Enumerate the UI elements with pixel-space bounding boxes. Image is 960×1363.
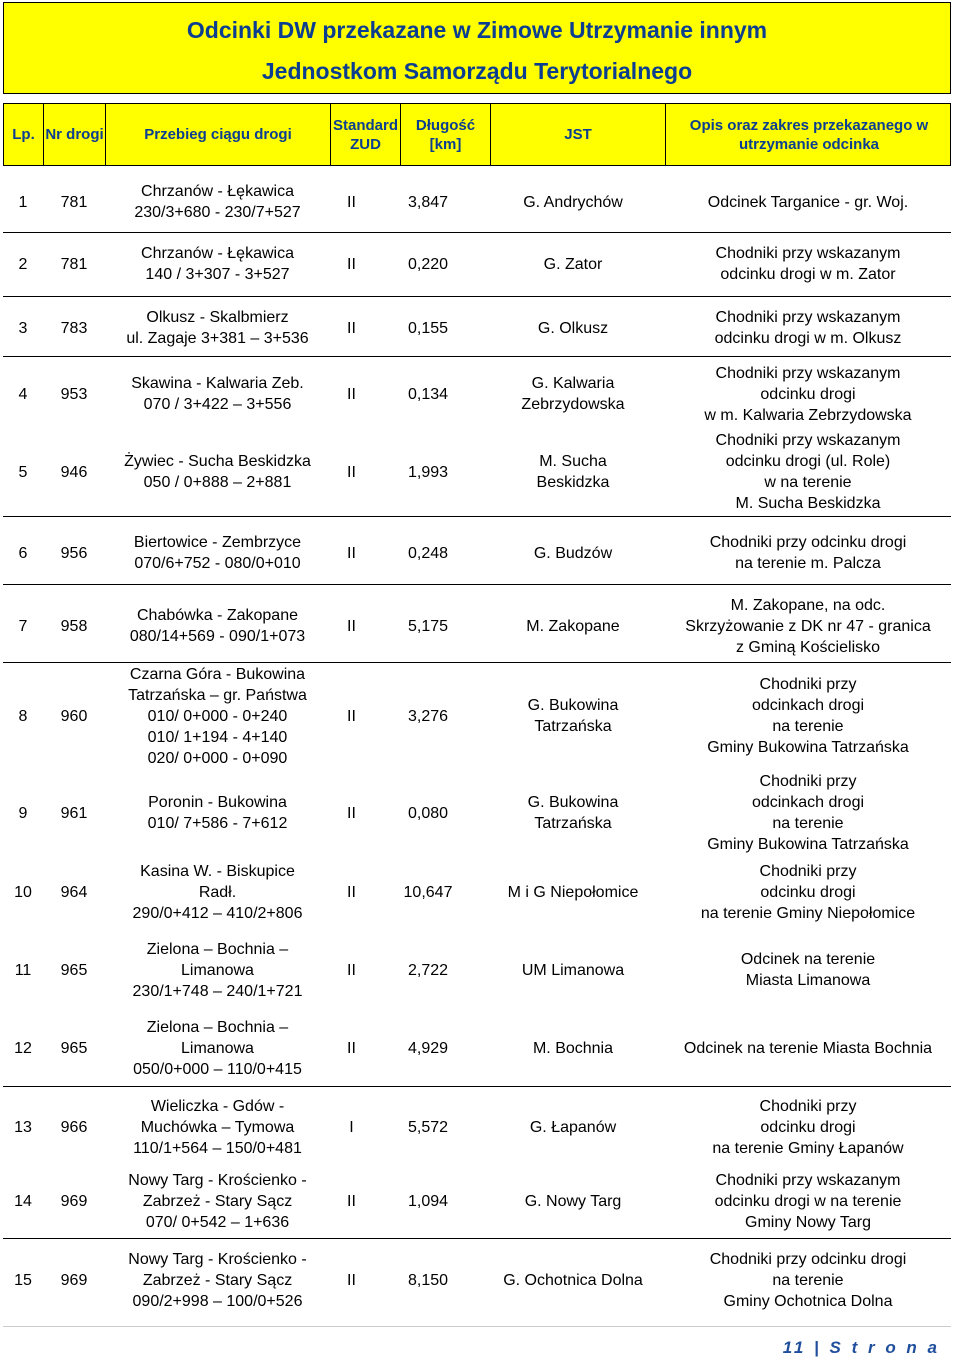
header-standard: Standard ZUD bbox=[331, 104, 401, 165]
row-lp: 5 bbox=[18, 463, 28, 481]
row-route: Zielona – Bochnia – Limanowa 050/0+000 – 110/0+415 bbox=[133, 1018, 302, 1078]
row-road-number: 946 bbox=[60, 463, 88, 481]
row-route: Skawina - Kalwaria Zeb. 070 / 3+422 – 3+556 bbox=[131, 375, 304, 413]
row-standard: II bbox=[347, 707, 356, 725]
document-title-box bbox=[3, 2, 951, 94]
row-route: Czarna Góra - Bukowina Tatrzańska – gr. Państwa 010/ 0+000 - 0+240 010/ 1+194 - 4+140 020/ 0+000 - 0+090 bbox=[128, 665, 307, 767]
row-description: Chodniki przy odcinku drogi na terenie m. Palcza bbox=[709, 534, 907, 572]
table-row bbox=[3, 524, 951, 582]
row-road-number: 969 bbox=[60, 1271, 88, 1289]
row-lp: 4 bbox=[18, 385, 28, 403]
row-jst: M. Bochnia bbox=[532, 1039, 614, 1057]
row-road-number: 781 bbox=[60, 255, 88, 273]
row-lp: 14 bbox=[14, 1192, 32, 1210]
row-standard: II bbox=[347, 193, 356, 211]
footer-divider bbox=[3, 1326, 951, 1327]
title-line-2: Jednostkom Samorządu Terytorialnego bbox=[261, 58, 693, 84]
row-road-number: 969 bbox=[60, 1192, 88, 1210]
row-description: Chodniki przy odcinkach drogi na terenie Gminy Bukowina Tatrzańska bbox=[707, 676, 909, 756]
row-separator bbox=[3, 232, 951, 233]
row-separator bbox=[3, 662, 951, 663]
table-row bbox=[3, 1090, 951, 1164]
row-length: 1,993 bbox=[407, 463, 449, 481]
table-row bbox=[3, 1164, 951, 1238]
row-separator bbox=[3, 1086, 951, 1087]
table-row bbox=[3, 856, 951, 928]
row-jst: G. Nowy Targ bbox=[524, 1192, 622, 1210]
row-separator bbox=[3, 1238, 951, 1239]
row-lp: 15 bbox=[14, 1271, 32, 1289]
row-separator bbox=[3, 516, 951, 517]
row-road-number: 961 bbox=[60, 804, 88, 822]
row-lp: 13 bbox=[14, 1118, 32, 1136]
row-route: Nowy Targ - Krościenko - Zabrzeż - Stary Sącz 090/2+998 – 100/0+526 bbox=[128, 1250, 307, 1310]
row-standard: II bbox=[347, 961, 356, 979]
table-row bbox=[3, 592, 951, 660]
row-jst: G. Kalwaria Zebrzydowska bbox=[521, 375, 625, 413]
row-jst: M. Sucha Beskidzka bbox=[536, 453, 610, 491]
row-description: Chodniki przy odcinku drogi na terenie Gminy Ochotnica Dolna bbox=[709, 1250, 907, 1310]
row-length: 0,155 bbox=[407, 319, 449, 337]
row-jst: G. Ochotnica Dolna bbox=[503, 1271, 643, 1289]
row-lp: 3 bbox=[18, 319, 28, 337]
row-separator bbox=[3, 356, 951, 357]
row-length: 4,929 bbox=[407, 1039, 449, 1057]
row-jst: G. Bukowina Tatrzańska bbox=[527, 697, 619, 735]
row-standard: II bbox=[347, 1039, 356, 1057]
row-length: 1,094 bbox=[407, 1192, 449, 1210]
row-jst: M i G Niepołomice bbox=[507, 883, 639, 901]
row-length: 0,080 bbox=[407, 804, 449, 822]
title-line-1: Odcinki DW przekazane w Zimowe Utrzymanie innym bbox=[186, 17, 768, 43]
row-standard: II bbox=[347, 1271, 356, 1289]
row-route: Żywiec - Sucha Beskidzka 050 / 0+888 – 2+881 bbox=[124, 453, 311, 491]
row-standard: II bbox=[347, 463, 356, 481]
row-length: 8,150 bbox=[407, 1271, 449, 1289]
row-description: Chodniki przy wskazanym odcinku drogi w na terenie Gminy Nowy Targ bbox=[714, 1171, 902, 1231]
table-header bbox=[3, 103, 951, 166]
row-separator bbox=[3, 584, 951, 585]
row-road-number: 783 bbox=[60, 319, 88, 337]
row-length: 5,572 bbox=[407, 1118, 449, 1136]
row-length: 10,647 bbox=[403, 883, 453, 901]
row-description: Odcinek Targanice - gr. Woj. bbox=[707, 193, 909, 211]
row-road-number: 781 bbox=[60, 193, 88, 211]
row-jst: G. Andrychów bbox=[523, 193, 623, 211]
row-jst: G. Łapanów bbox=[529, 1118, 617, 1136]
row-lp: 9 bbox=[18, 804, 28, 822]
row-length: 3,847 bbox=[407, 193, 449, 211]
row-description: Chodniki przy wskazanym odcinku drogi w m. Olkusz bbox=[714, 309, 902, 347]
row-description: Chodniki przy wskazanym odcinku drogi w m. Kalwaria Zebrzydowska bbox=[704, 364, 912, 424]
row-road-number: 956 bbox=[60, 544, 88, 562]
row-road-number: 966 bbox=[60, 1118, 88, 1136]
row-standard: II bbox=[347, 544, 356, 562]
row-route: Chrzanów - Łękawica 140 / 3+307 - 3+527 bbox=[141, 245, 294, 283]
row-description: Chodniki przy odcinku drogi na terenie Gminy Łapanów bbox=[712, 1097, 904, 1157]
row-lp: 11 bbox=[14, 961, 32, 979]
row-road-number: 953 bbox=[60, 385, 88, 403]
row-jst: G. Bukowina Tatrzańska bbox=[527, 794, 619, 832]
row-road-number: 965 bbox=[60, 961, 88, 979]
header-jst: JST bbox=[491, 104, 666, 165]
row-description: Odcinek na terenie Miasta Bochnia bbox=[683, 1039, 933, 1057]
row-route: Biertowice - Zembrzyce 070/6+752 - 080/0+010 bbox=[133, 534, 302, 572]
row-route: Wieliczka - Gdów - Muchówka – Tymowa 110/1+564 – 150/0+481 bbox=[133, 1097, 302, 1157]
table-row bbox=[3, 300, 951, 356]
row-lp: 7 bbox=[18, 617, 28, 635]
row-description: Odcinek na terenie Miasta Limanowa bbox=[740, 951, 876, 989]
row-standard: II bbox=[347, 255, 356, 273]
row-route: Poronin - Bukowina 010/ 7+586 - 7+612 bbox=[147, 794, 288, 832]
row-standard: II bbox=[347, 319, 356, 337]
row-length: 3,276 bbox=[407, 707, 449, 725]
row-route: Chabówka - Zakopane 080/14+569 - 090/1+073 bbox=[129, 607, 306, 645]
row-standard: I bbox=[349, 1118, 354, 1136]
row-description: M. Zakopane, na odc. Skrzyżowanie z DK nr 47 - granica z Gminą Kościelisko bbox=[685, 596, 931, 656]
row-lp: 10 bbox=[14, 883, 32, 901]
row-length: 2,722 bbox=[407, 961, 449, 979]
row-length: 5,175 bbox=[407, 617, 449, 635]
row-length: 0,220 bbox=[407, 255, 449, 273]
row-lp: 2 bbox=[18, 255, 28, 273]
table-row bbox=[3, 430, 951, 514]
row-description: Chodniki przy odcinku drogi na terenie Gminy Niepołomice bbox=[700, 862, 916, 922]
row-jst: G. Zator bbox=[543, 255, 603, 273]
row-route: Nowy Targ - Krościenko - Zabrzeż - Stary Sącz 070/ 0+542 – 1+636 bbox=[128, 1171, 307, 1231]
table-row bbox=[3, 362, 951, 426]
row-length: 0,134 bbox=[407, 385, 449, 403]
table-row bbox=[3, 770, 951, 856]
row-route: Chrzanów - Łękawica 230/3+680 - 230/7+527 bbox=[134, 183, 301, 221]
row-jst: G. Budzów bbox=[533, 544, 613, 562]
row-standard: II bbox=[347, 385, 356, 403]
row-description: Chodniki przy wskazanym odcinku drogi (ul. Role) w na terenie M. Sucha Beskidzka bbox=[715, 432, 901, 512]
row-lp: 6 bbox=[18, 544, 28, 562]
row-route: Olkusz - Skalbmierz ul. Zagaje 3+381 – 3+536 bbox=[126, 309, 309, 347]
header-route: Przebieg ciągu drogi bbox=[106, 104, 331, 165]
header-nr: Nr drogi bbox=[44, 104, 106, 165]
row-road-number: 958 bbox=[60, 617, 88, 635]
table-row bbox=[3, 666, 951, 766]
row-lp: 12 bbox=[14, 1039, 32, 1057]
row-separator bbox=[3, 296, 951, 297]
table-row bbox=[3, 236, 951, 292]
row-length: 0,248 bbox=[407, 544, 449, 562]
row-road-number: 964 bbox=[60, 883, 88, 901]
row-description: Chodniki przy wskazanym odcinku drogi w m. Zator bbox=[715, 245, 901, 283]
row-jst: M. Zakopane bbox=[526, 617, 620, 635]
header-length: Długość [km] bbox=[401, 104, 491, 165]
row-jst: UM Limanowa bbox=[521, 961, 625, 979]
row-standard: II bbox=[347, 883, 356, 901]
page-footer: 11 | S t r o n a bbox=[782, 1338, 940, 1357]
header-lp: Lp. bbox=[4, 104, 44, 165]
row-standard: II bbox=[347, 617, 356, 635]
row-description: Chodniki przy odcinkach drogi na terenie Gminy Bukowina Tatrzańska bbox=[707, 773, 909, 853]
table-row bbox=[3, 930, 951, 1010]
row-standard: II bbox=[347, 1192, 356, 1210]
row-lp: 1 bbox=[18, 193, 28, 211]
table-row bbox=[3, 1240, 951, 1320]
row-road-number: 965 bbox=[60, 1039, 88, 1057]
row-jst: G. Olkusz bbox=[537, 319, 609, 337]
row-standard: II bbox=[347, 804, 356, 822]
row-route: Zielona – Bochnia – Limanowa 230/1+748 – 240/1+721 bbox=[132, 940, 303, 1000]
table-row bbox=[3, 1010, 951, 1086]
row-lp: 8 bbox=[18, 707, 28, 725]
table-row bbox=[3, 176, 951, 228]
row-route: Kasina W. - Biskupice Radł. 290/0+412 – 410/2+806 bbox=[132, 862, 303, 922]
header-opis: Opis oraz zakres przekazanego w utrzymanie odcinka bbox=[689, 116, 929, 153]
row-road-number: 960 bbox=[60, 707, 88, 725]
